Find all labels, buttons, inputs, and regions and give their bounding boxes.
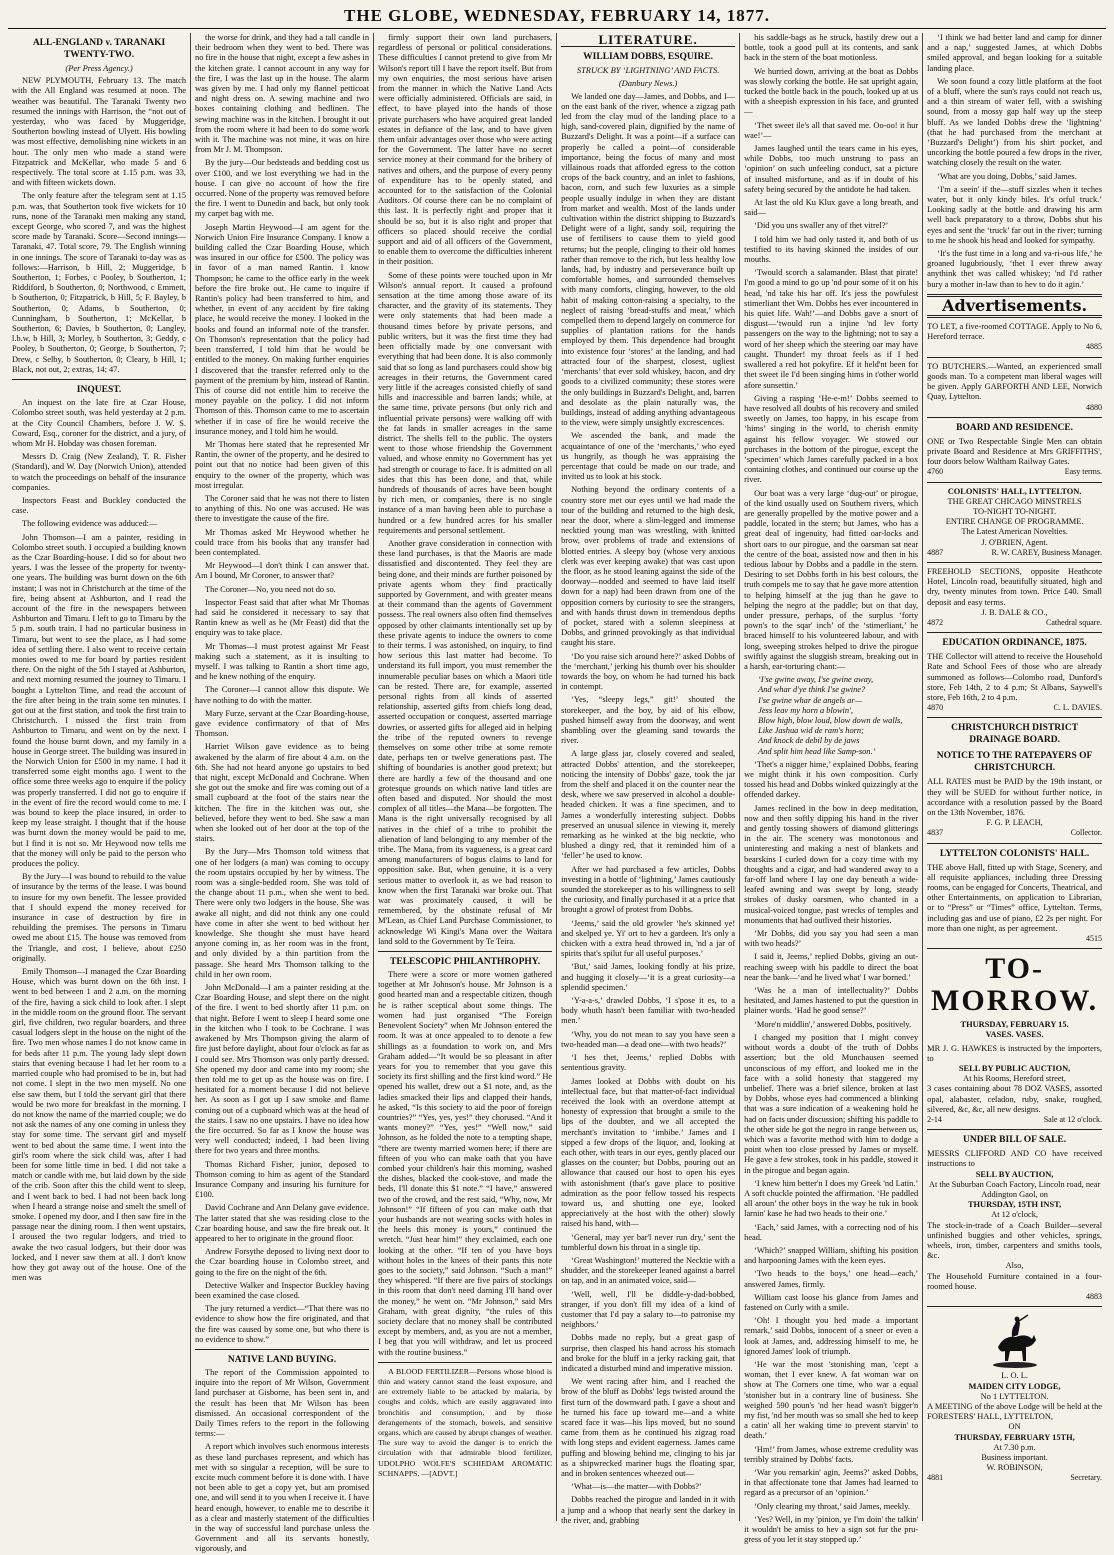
- divider: [927, 417, 1102, 418]
- inquest-paragraph: Thomas Richard Fisher, junior, deposed to Thomson coming to him as agent of the Standard Insurance Company and insuring his furniture for £100.: [195, 1159, 370, 1200]
- advert-line: ENTIRE CHANGE OF PROGRAMME.: [945, 517, 1084, 527]
- song-verse: ‘I'se gwine away, I'se gwine away, And whar d'ye think I'se gwine? I'se gwine whar de angels ar— Jess leav my horn a blowin', Blow high, blow loud, blow down de walls, Like Jashua wid de ram's horn; And knock de debil by de jaws And split him head like Samp-son.’: [758, 675, 903, 756]
- inquest-paragraph: By the jury—Our bedsteads and bedding cost us over £100, and we lost everything we had in the house. I can give no account of how the fire occurred. None of the property was removed before the fire. I went to Dunedin and back, but only took my carpet bag with me.: [195, 158, 370, 219]
- advert-line: THURSDAY, 15TH INST,: [967, 1200, 1062, 1210]
- education-heading: EDUCATION ORDINANCE, 1875.: [942, 638, 1087, 649]
- story-paragraph: ‘What are you doing, Dobbs,’ said James.: [937, 171, 1077, 181]
- advert-cottage: [927, 322, 1102, 353]
- inquest-paragraph: Joseph Martin Heywood—I am agent for the Norwich Union Fire Insurance Company. I know a building called the Czar Boarding House, which was insured in our office for £500. The policy was in favor of a man named Rantin. I know Thompson; he came to the office early in the week before the fire broke out. He came to inquire if Rantin's policy had been transferred to him, and whether, in event of any accident by fire taking place, he would receive the money. I looked in the books and found an informal note of the transfer. On Thomson's representation that the policy had been transferred, I told him that he would be entitled to the money. On making further enquiries I discovered that the transfer referred only to the payment of the premium by him, instead of Rantin. This of course did not entitle him to receive the money payable on the policy. I did not inform Thomson of this. Thomson came to me to ascertain whether if in case of fire he would receive the insurance money, and I told him he would.: [195, 222, 370, 436]
- story-paragraph: We soon found a cozy little platform at the foot of a bluff, where the sun's rays could not reach us, and a thin stream of water fell, with a swishing sound, from a mossy gap half way up the steep bluff. As we landed Dobbs drew the ‘lightning’ (that he had purchased from the merchant at ‘Buzzard's Delight’) from his shirt pocket, and uncorking the bottle poured a few drops in the river, watching closely the result on the water.: [927, 76, 1103, 168]
- story-paragraph: ‘He war the most 'stonishing man, 'cept a woman, thet I ever knew. A fat woman war on show at The Corners one time, who war a equal 'stonisher but in a contrary line of business. She weighed 590 poun's 'nd her head wasn't bigger'n my fist, 'nd her mouth was so small she hed to keep a catin' all her waking time to prevent starvin' to death.’: [744, 1359, 919, 1441]
- horse-rider-emblem-icon: [986, 1313, 1044, 1369]
- story-paragraph: Dobbs made no reply, but a great gasp of surprise, then clasped his hand across his stomach and broke for the bluff in a jerky racking gait, that indicated a disturbed mind and imperative mission.: [561, 1333, 736, 1373]
- inquest-paragraph: Detective Walker and Inspector Buckley having been examined the case closed.: [195, 1280, 370, 1300]
- inquest-paragraph: Mr Thomas—I must protest against Mr Feast making such a statement, as it is insulting to myself. I was talking to Rantin a short time ago, and he knew nothing of the enquiry.: [195, 641, 370, 682]
- inquest-paragraph: The following evidence was adduced:—: [22, 519, 158, 529]
- inquest-paragraph: John McDonald—I am a painter residing at the Czar Boarding House, and slept there on the night of the fire. I went to bed shortly after 11 p.m. on that night. Before I went to sleep I heard some one in the kitchen who I took to be Cochrane. I was awakened by Mrs Thompson giving the alarm of fire just before daylight, about four o'clock as far as I could see. Mrs Thomson was only partly dressed. She opened my door and came into my room; she then told me to get up as the house was on fire. I hesitated for a moment because I did not believe her. As soon as I got up I saw smoke and flame coming out of a cupboard which was at the head of the stairs. I saw no one upstairs. I have no idea how the fire occurred. So far as I know the house was very well conducted; indeed, I had been living there for two years and three months.: [195, 983, 370, 1156]
- divider: [195, 1349, 369, 1350]
- advert-text: THE Collector will attend to receive the Household Rate and School Fees of those who are already summoned as follows—Colombo road, Dunford's store, Feb 14th, 2 to 4 p.m; St Albans, Saywell's store, Feb 16th, 2 to 4 p.m.: [927, 652, 1103, 702]
- lodge-line: No 1 LYTTELTON.: [980, 1391, 1049, 1401]
- advert-number: 4837: [927, 828, 944, 838]
- advert-line: At 7.30 p.m.: [993, 1442, 1036, 1452]
- story-paragraph: James looked at Dobbs with doubt on his intellectual face, but that matter-of-fact individual received the look with an overdone attempt at honesty of expression that brought a smile to the lips of the doubter, and we all accepted the merchant's invitation to ‘imbibe.’ James and I sipped a few drops of the liquor, and, looking at each other, with tears in our eyes, gently placed our glasses on the counter; but Dobbs, pouring out an allowance that caused our host to open his eyes with astonishment (that's gave place to positive admiration as the poor fellow tossed his respects toward us, and shutting one eye, looked appreciatively at the host with the other) slowly raised his hand, with—: [561, 1076, 736, 1229]
- story-paragraph: We hurried down, arriving at the boat as Dobbs was slowly corking the bottle. He sat upright again, tucked the bottle back in the pouch, looked up at us with a sheepish expression in his face, and grunted—: [744, 66, 919, 117]
- advert-line: TO-NIGHT TO-NIGHT.: [973, 506, 1057, 516]
- divider: [927, 717, 1102, 718]
- story-paragraph: his saddle-bags as he struck, hastily drew out a bottle, took a good pull at its contents, and sank back in the stern of the boat motionless.: [744, 33, 919, 63]
- story-paragraph: ‘Was he a man of intellectuality?’ Dobbs hesitated, and James hastened to put the question in plainer words. ‘Had he good sense?’: [744, 986, 919, 1016]
- advert-text: MESSRS CLIFFORD AND CO have received instructions to: [927, 1149, 1103, 1169]
- native-land-paragraph: firmly support their own land purchasers, regardless of personal or political considerations. These difficulties I cannot pretend to give from Mr Wilson's report till I have the report itself. But from my own enquiries, the most serious have arisen from the manner in which the Native Land Acts were officially administered. Officials are said, in effect, to have played into the hands of those private purchasers who have acquired great landed estates in defiance of the law, and to have given them unfair advantages over those who were acting for the Government. The latter have no secret service money at their command for the bribery of natives and others, and the purpose of every penny of expenditure has to be openly stated, and accounted for to the satisfaction of the Colonial Auditors. Of course there can be no complaint of this last. It is perfectly right and proper that it should be so, but it is also right and proper that officers so placed should receive the cordial support and aid of all officers of the Government, to enable them to overcome the difficulties inherent in their position.: [378, 33, 553, 267]
- story-paragraph: James reclined in the bow in deep meditation, now and then softly dipping his hand in the river and gently tossing showers of diamond glitterings in the air. The scenery was monotonous and uninteresting and making a nest of blankets and bearskins I curled down for a cozy time with my thoughts and a cigar, and had wandered away to a far-off land where I lay one day beneath a wide-leafed awning and was swept by long, steady strokes of dusky oarsmen, who chanted in a musical-voiced tongue, past wrecks of temples and monuments that had outlived their histories.: [744, 803, 919, 925]
- drainage-heading: CHRISTCHURCH DISTRICT DRAINAGE BOARD.: [951, 723, 1079, 746]
- advert-line: THE GREAT CHICAGO MINSTRELS: [947, 496, 1082, 506]
- native-land-paragraph: Some of these points were touched upon in Mr Wilson's annual report. It caused a profound sensation at the time among those aware of its character, and the gravity of its statements. They were only statements that had been made a thousand times before by private persons, and public writers, but it was the first time they had been officially made by one conversant with everything that had been done. It is also commonly said that so long as land purchasers could show big acreages in their returns, the Government cared very little if the acreages consisted chiefly of sand hills and inaccessible and barren lands; while, at the same time, private persons (but only rich and influential private persons) were walking off with the fat lands in smaller acreages in the same district. The shells fell to the public. The oysters went to those whose friendship the Government valued, and whose enmity no Government has yet had strength or courage to face. It is admitted on all sides that this has been done, and that, while hundreds of thousands of acres have been bought by rich men, or companies, there is no single instance of a man having been able to purchase a hundred or a few hundred acres for his smaller requirements and personal settlement.: [378, 270, 553, 535]
- story-paragraph: Nothing beyond the ordinary contents of a country store met our eyes until we had made the tour of the building and returned to the high desk, near the door, where a slim-legged and immense necktied young man was wrestling, with knitted brow, over problems of trade and extensions of blotted entries. A sleepy boy (whose very anxious clerk was ever keeping awake) that was cast upon the floor, as he stood leaning against the side of the doorway—nodded and seemed to have laid itself down for a nap) had been drawn from one of the opposition corners by curiosity to see the strangers, and with hands thrust down in tremendous depths of pocket, stared with a solemn sleepiness at Dobbs, and grinned provokingly as that individual caught his stare.: [561, 485, 736, 648]
- divider: [927, 1129, 1102, 1130]
- advertisements-heading: Advertisements.: [942, 295, 1088, 315]
- inquest-paragraph: David Cochrane and Ann Delany gave evidence. The latter stated that she was residing close to the Czar boarding house, and saw the fire break out. It appeared to her to originate in the ground floor.: [195, 1203, 370, 1243]
- advert-education: [927, 652, 1102, 713]
- lodge-line: L. O. L.: [1001, 1371, 1028, 1381]
- divider: [378, 1362, 552, 1363]
- native-land-paragraph: The report of the Commission appointed to inquire into the report of Mr Wilson, Government land purchaser at Gisborne, has been sent in, and the result has been that Mr Wilson has been dismissed. An occasional correspondent of the Daily Times refers to the report in the following terms:—: [195, 1367, 370, 1439]
- advert-hall: [927, 863, 1102, 945]
- cricket-source: (Per Press Agency.): [65, 63, 133, 73]
- story-paragraph: ‘I knew him better'n I does my Greek 'nd Latin.’ A soft chuckle pointed the affirmation. ‘He paddled all aroun’ the other boys in the way he tuk in book larnin' kase he had two heads to their one.’: [744, 1178, 919, 1219]
- divider: [927, 357, 1102, 358]
- divider: [927, 482, 1102, 483]
- story-paragraph: ‘I think we had better land and camp for dinner and a nap,’ suggested James, at which Dobbs smiled approval, and began looking for a suitable landing place.: [927, 33, 1103, 73]
- advert-number: 4515: [1086, 934, 1103, 944]
- story-paragraph: ‘War you remarkin' agin, Jeems?’ asked Dobbs, in that affectionate tone that James had learned to regard as a precursor of an ‘opinion.’: [744, 1468, 919, 1498]
- cricket-paragraph: NEW PLYMOUTH, February 13. The match with the All England was resumed at noon. The weather was beautiful. The Taranaki Twenty two resumed the innings with Harrison, the “not out of yesterday, who was faced by Muggeridge, Southerton bowling instead of Ulyett. His bowling was most effective, demolishing nine wickets in an hour. The only men who made a stand were Fitzpatrick and McKellar, who made 5 and 6 respectively. The total score at 1.15 p.m. was 33, and with fifteen wickets down.: [12, 76, 187, 188]
- story-paragraph: ‘Thet sweet ile's all that saved me. Oo-oo! it hur wae!’—: [744, 120, 919, 140]
- advert-line: Also,: [1005, 1261, 1024, 1271]
- advert-text: ALL RATES must be PAID by the 19th instant, or they will be SUED for without further notice, in accordance with a resolution passed by the Board on the 13th November, 1876.: [927, 777, 1103, 817]
- advert-line: ON: [1008, 1422, 1021, 1432]
- advert-line: The Household Furniture contained in a four-roomed house.: [927, 1271, 1103, 1291]
- story-paragraph: ‘Which?’ snapped William, shifting his position and harpooning James with the keen eyes.: [744, 1245, 919, 1266]
- inquest-paragraph: Mr Heywood—I don't think I can answer that. Am I bound, Mr Coroner, to answer that?: [195, 561, 370, 581]
- story-paragraph: William cast loose his glance from James and fastened on Curly with a smile.: [744, 1292, 919, 1312]
- native-land-headline: NATIVE LAND BUYING.: [227, 1354, 337, 1365]
- advert-line: THURSDAY, FEBRUARY 15TH,: [954, 1432, 1075, 1442]
- story-paragraph: ‘I hes thet, Jeems,’ replied Dobbs with sententious gravity.: [561, 1053, 736, 1073]
- bill-of-sale-heading: UNDER BILL OF SALE.: [963, 1135, 1067, 1146]
- divider: [927, 1306, 1102, 1307]
- story-paragraph: I told him we had only tasted it, and both of us testified to its having skinned the insides of our mouths.: [744, 234, 919, 265]
- story-paragraph: After we had purchased a few articles, Dobbs investing in a bottle of ‘lightning,’ James cautiously sounded the storekeeper as to his willingness to sell the curiosity, and finally purchased it at a price that brought a growl of protest from Dobbs.: [561, 864, 736, 915]
- column-5: [740, 33, 923, 1545]
- inquest-paragraph: Mr Thomas here stated that he represented Mr Rantin, the owner of the property, and he desired to point out that no notice had been given of this enquiry to the owner of the property, which was most irregular.: [195, 439, 370, 490]
- hall-heading: LYTTELTON COLONISTS' HALL.: [939, 848, 1090, 859]
- advert-signature: W. ROBINSON,: [986, 1463, 1043, 1473]
- advert-manager: R. W. CAREY, Business Manager.: [991, 547, 1103, 557]
- story-paragraph: ‘Thet's a nigger hime,’ explained Dobbs, fearing we might think it his own composition. Curly tossed his head and Dobbs winked quizzingly at the offended darkey.: [744, 759, 919, 800]
- advert-number: 4880: [1086, 402, 1103, 412]
- divider: [927, 562, 1102, 563]
- story-paragraph: ‘Why, you do not mean to say you have seen a two-headed man—a dead one—with two heads?’: [561, 1029, 736, 1049]
- story-paragraph: We landed one day—James, and Dobbs, and I—on the east bank of the river, whence a zigzag path led from the clay mud of the landing place to a high, sand-covered plain, dignified by the name of Buzzard's Delight. It was a point—if a surface can properly be called a point—of considerable importance, being the focus of many and most villainous roads that afforded egress to the cotton crops of the back country, and an inlet to fashions, bacon, corn, and such few luxuries as a simple people usually indulge in when they are distant from market and wealth. Most of the lands under cultivation within the district shipping to Buzzard's Delight were of a light, sandy soil, requiring the use of fertilisers to cause them to yield good returns; but the people, clinging to their old homes rather than remove to the rich, but less healthy low lands, had, by industry and perseverance built up comfortable homes, and surrounded themselves with many comforts, clinging, however, to the old habit of making cotton-raising a specialty, to the neglect of raising ‘bread-stuffs and meat,’ which compelled them to depend largely on commerce for supplies of plantation rations for the hands employed by them. This dependence had brought into existence four ‘stores’ at the landing, and had attracted four of the sharpest, closest, ugliest ‘merchants’ that ever sold whiskey, bacon, and dry goods to a civilized community; these stores were the only buildings in Buzzard's Delight, and, barren and desolate as the plain naturally was, the buildings, instead of adding anything advantageous to the view, were simply unsightly excrescences.: [561, 91, 736, 428]
- advert-line: At the Suburban Coach Factory, Lincoln road, near Addington Gaol, on: [928, 1179, 1101, 1200]
- advert-signature: F. G. P. LEACH,: [986, 818, 1043, 828]
- advert-text: TO LET, a five-roomed COTTAGE. Apply to No 6, Hereford terrace.: [927, 322, 1103, 342]
- philanthropy-paragraph: There were a score or more women gathered together at Mr Johnson's house. Mr Johnson is a good hearted man and a respectable citizen, though he is rather sceptical about some things. The women had just organised “The Foreign Benevolent Society” when Mr Johnson entered the room. It was at once appealed to to denote a few shillings as a foundation to work on, and Mrs Graham added—“It would be so pleasant in after years for you to remember that you gave this society its first shilling and the first kind word.” He opened his wallet, drew out a $1 note, and, as the ladies smacked their lips and clapped their hands, he asked, “Is this society to aid the poor of foreign countries?” “Yes, yes, yes!” they chorused. “And it wants money?” “Yes, yes!” “Well now,” said Johnson, as he folded the note to a tempting shape, “there are twenty married women here; if there are fifteen of you who can make oath that you have combed your children's hair this morning, washed the dishes, blacked the cook-stove, and made the beds, I'll donate this $1 note.” “I have,” answered two of the crowd, and the rest said, “Why, now, Mr Johnson!” “If fifteen of you can make oath that your husbands are not wearing socks with holes in the heels this money is yours,” continued the wretch. “Just hear him!” they exclaimed, each one looking at the other. “If ten of you have boys without holes in the knees of their pants this note goes to the society,” said Johnson. “Such a man!” they whispered. “If there are five pairs of stockings in this room that don't need darning I'll hand over the money,” he went on. “Mr Johnson,” said Mrs Graham, with great dignity, “the rules of this society declare that no money shall be contributed except by members, and, as you are not a member, I beg that you will withdraw, and let us proceed with the routine business.”: [378, 970, 553, 1357]
- story-paragraph: ‘Did you uns swaller any of thet vitrel?’: [754, 221, 889, 231]
- story-paragraph: I said it, Jeems,’ replied Dobbs, giving an out-reaching sweep with his paddle to direct the boat near the bank—‘and he lived what' I war borned.’: [744, 952, 919, 982]
- story-paragraph: Giving a rasping ‘He-e-m!’ Dobbs seemed to have resolved all doubts of his recovery and smiled sweetly on James, too happy, in his escape from ‘hims’ singing in the world, to cherish enmity against his fellow voyager. We stowed our purchases in the bottom of the pirogue, except the ‘specimen’ which James carefully packed in a box containing clothes, and continued our course up the river.: [744, 393, 919, 485]
- advert-number: 4872: [927, 617, 944, 627]
- inquest-paragraph: John Thomson—I am a painter, residing in Colombo street south. I occupied a building known as the Czar Boarding-house. I did so for about two years. I was the lessee of the property for twenty-one years. The building was burnt down on the 6th instant; I was not in Christchurch at the time of the fire, being absent at Ashburton, and I read the account of the fire in the newspapers between Ashburton and Timaru. I left to go to Timaru by the 5 p.m. south train. I had no particular business in Timaru, but went to see the place, as I had some idea of settling there. I also went to receive certain monies owed to me for board by parties resident there. On the night of the 5th I stayed at Ashburton, and next morning resumed the journey to Timaru. I bought a Lyttelton Time, and read the account of the fire after being in the train some ten minutes. I got out at the first station, and took the first train to Christchurch. I missed the first train from Ashburton to Timaru, and went on by the next. I found the house burnt down, and my family in a house in George street. The building was insured in the Norwich Union for £500 in my name. I had it transferred some eight months ago. I went to the office some three weeks ago to enquire if the policy was properly transferred. I did not go to enquire if in the event of fire the record would come to me. I was bound to keep the place insured, in order to keep my lease straight. I thought that if the house was burnt down the money would be paid to me, but I find it is not so. Mr Heywood now tells me that the money will only be paid to the person who produces the policy.: [12, 532, 187, 869]
- column-1: [8, 33, 191, 1521]
- inquest-paragraph: Messrs D. Craig (New Zealand), T. R. Fisher (Standard), and W. Day (Norwich Union), attended to watch the proceedings on behalf of the insurance companies.: [12, 452, 187, 492]
- story-paragraph: ‘I'm a seein' if the—stuff sizzles when it teches water, but it only kindy biles. It's orful truck.’ Looking sadly at the bottle and drawing his arm well back preparatory to a throw, Dobbs shut his eyes and sent the ‘truck’ far out in the river; turning to me he shook his head and looked for sympathy.: [927, 184, 1103, 245]
- advert-terms: Easy terms.: [1064, 467, 1103, 477]
- story-byline: STRUCK BY ‘LIGHTNING’ AND FACTS.: [576, 65, 720, 76]
- advert-bill-of-sale: [927, 1149, 1102, 1302]
- advert-drainage: [927, 777, 1102, 838]
- story-source: (Danbury News.): [618, 78, 678, 89]
- advert-number: 4881: [927, 1473, 944, 1483]
- advert-role: Secretary.: [1070, 1473, 1103, 1483]
- board-heading: BOARD AND RESIDENCE.: [956, 422, 1074, 433]
- story-paragraph: ‘It's the fust time in a long and va-ri-ous life,’ he groaned lugubriously, ‘thet I ever threw away anythink thet was called whiskey; 'nd I'd rather bury a mother in-law than to hev to do it agin.’: [927, 249, 1103, 289]
- advert-line: SELL BY AUCTION,: [975, 1169, 1054, 1179]
- inquest-paragraph: The Coroner said that he was not there to listen to anything of this. No one was accused. He was there to investigate the cause of the fire.: [195, 493, 370, 524]
- story-paragraph: James laughed until the tears came in his eyes, while Dobbs, too much unstrung to pass an ‘opinion’ on such unfeeling conduct, sat a picture of insulted misfortune, and as if in doubt of his safety being secured by the antidote he had taken.: [744, 144, 919, 194]
- advert-text: FREEHOLD SECTIONS, opposite Heathcote Hotel, Lincoln road, beautifully situated, high and dry, twenty minutes from town. Price £40. Small deposit and easy terms.: [927, 566, 1103, 607]
- story-paragraph: ‘Two heads to the boys,’ one head—each,’ answered James, firmly.: [744, 1269, 919, 1289]
- story-paragraph: ‘Yes, “sleepy legs,” git!’ shouted the storekeeper, and the boy, by aid of his elbow, pushed himself away from the doorway, and went shambling over the gleaming sand towards the river.: [561, 695, 736, 746]
- story-paragraph: We ascended the bank, and made the acquaintance of one of the ‘merchants,’ who eyed us hungrily, as though he was appraising the percentage that could be made on our trade, and invited us to look at his stock.: [561, 431, 736, 482]
- lodge-line: MAIDEN CITY LODGE,: [968, 1381, 1061, 1391]
- advert-line: The Latest American Novelties.: [961, 527, 1068, 537]
- inquest-paragraph: The jury returned a verdict—“That there was no evidence to show how the fire originated, and that the fire was caused by some one, but who there is no evidence to show.”: [195, 1304, 370, 1344]
- inquest-paragraph: The Coroner—I cannot allow this dispute. We have nothing to do with the matter.: [195, 685, 370, 705]
- advert-role: Collector.: [1070, 828, 1103, 838]
- advert-signature: C. L. DAVIES.: [1053, 703, 1103, 713]
- advert-signature: J. B. DALE & CO.,: [981, 607, 1048, 617]
- inquest-paragraph: Harriet Wilson gave evidence as to being awakened by the alarm of fire about 4 a.m. on the 6th. She had not heard anyone go upstairs to bed that night, except McDonald and Cochrane. When she got out the smoke and fire was coming out of a small cupboard at the foot of the stairs near the kitchen. The fire in the kitchen was out, she believed, before they went to bed. She saw a man when she looked out of her door at the top of the stairs.: [195, 742, 370, 844]
- advert-butchers: [927, 362, 1102, 413]
- divider: [927, 315, 1102, 318]
- columns: [8, 32, 1106, 1554]
- inquest-paragraph: Emily Thomson—I managed the Czar Boarding House, which was burnt down on the 6th inst. I went to bed between 1 and 2 a.m. on the morning of the fire, having a sick child to look after. I slept in the middle room on the ground floor. The servant girl, five children, two regular boarders, and three casual lodgers slept in the house on the night of the fire. Two men whose names I do not know came in for beds after 11 p.m. The young lady slept down stairs that evening because I had let her room to a married couple who had promised to be in, but had not come. I slept in the two men myself. No one else saw them, but I told the servant girl that there would be two more for breakfast in the morning. I do not know the name of the married couple; we do not ask the names of any one coming in unless they stay for some time. The servant girl and myself went to bed about the same time. I went into the girl's room where the sick child was, after I had been for some little time in bed. I did not take a match or candle with me, but laid down by the side of the crib. Soon after this the child went to sleep, and I went back to bed. I had not been back long when I heard a strange noise and smelt the smell of smoke. I opened my door, and I then saw fire in the passage near the dining room. I then went upstairs, I aroused the two regular lodgers, and tried to awake the two casual lodgers, but their door was locked, and I never saw them at all. I don't know how they got away out of the house. One of the men was: [12, 967, 187, 1283]
- advert-text: ONE or Two Respectable Single Men can obtain private Board and Residence at Mrs GRIFFITHS', four doors below Waltham Railway Gates.: [927, 436, 1103, 467]
- column-2: [191, 33, 374, 1554]
- inquest-paragraph: By the Jury—Mrs Thomson told witness that one of her lodgers (a man) was coming to occupy the room upstairs occupied by her by witness. The room was a single-bedded room. She was told of the change about 11 p.m., when she went to bed. There were only two lodgers in the house. She was awake all night, and did not think any one could have come in after she went to bed without her knowledge. She thought she must have heard anyone coming in, as her room was in the front, and only divided by a thin partition from the passage. She heard Mrs Thomson talking to the child in her own room.: [195, 847, 370, 979]
- story-paragraph: Dobbs reached the pirogue and landed in it with a jump and a whoop that nearly sent the darkey in the river, and, grabbing: [561, 1495, 736, 1525]
- native-land-paragraph: A report which involves such enormous interests as these land purchases represent, and which has met with so singular a reception, will be sure to excite much comment before it is done with. I have not been able to get a copy yet, but am promised one, and will send it to you when I receive it. I have heard enough, however, to enable me to describe it as a clear and masterly statement of the difficulties in the way of successful land purchase unless the Government and all its servants honestly, vigorously, and: [195, 1442, 370, 1554]
- native-land-paragraph: Another grave consideration in connection with these land purchases, is that the Maoris are made dissatisfied and discontented. They feel they are being done, and their minds are further poisoned by private agents whom they find practically supported by Government, and with greater means at their command than the agents of Government possess. The real owners also often find themselves opposed by other claimants intentionally set up by these private agents to induce the owners to come to their terms. I was astonished, on inquiry, to find how serious this last matter had become. To understand its full import, you must remember the innumerable peculiar bases on which a Maori title can be rested. There are, for example, asserted personal rights from all kinds of asserted relationship, asserted gifts from chiefs long dead, asserted occupation or conquest, asserted marriage dowries, or asserted gifts for alleged aid in helping the tribe of the reputed owners to revenge themselves on some other tribe at some remote date, perhaps ten or twelve generations past. The shifting of boundaries is another good pretext; but there are hardly a few of the thousand and one grotesque grounds on which native land titles are often based and disputed. Nor should the most complex of all titles—the Mana—be forgotten. The Mana is the right universally recognised by all natives in the chief of a tribe to prohibit the alienation of land belonging to any member of the tribe. The Mana, from its vagueness, is a great card among manufacturers of bogus claims to land for opposition sake. But, when genuine, it is a very serious matter to overlook it, as we had reason to know when the first Taranaki war broke out. That war was proximately caused, it will be remembered, by the obstinate refusal of Mr M'Lean, as Chief Land Purchase Commissioner, to acknowledge Wi Kingi's Mana over the Waitara land sold to the Government by Te Teira.: [378, 538, 553, 946]
- advert-colonists-hall: [927, 487, 1102, 558]
- literature-headline: LITERATURE.: [561, 35, 735, 47]
- inquest-headline: INQUEST.: [76, 385, 122, 396]
- advert-number: 4870: [927, 703, 944, 713]
- story-title: WILLIAM DOBBS, ESQUIRE.: [583, 52, 714, 63]
- story-paragraph: A large glass jar, closely covered and sealed, attracted Dobbs' attention, and the storekeeper, noticing the intensity of Dobbs' gaze, took the jar from the shelf and placed it on the counter near the desk, where we saw preserved in alcohol a double-headed chicken. It was a fine specimen, and to James a wonderfully interesting subject. Dobbs preserved an unusual silence in viewing it, merely remarking as he winked at the big necktie, who blushed a dingy red, that it reminded him of a ‘feller’ he used to know.: [561, 749, 736, 861]
- divider: [12, 379, 186, 380]
- inquest-paragraph: Inspectors Feast and Buckley conducted the case.: [12, 495, 187, 516]
- column-4: [557, 32, 740, 1525]
- advert-lodge: [927, 1313, 1102, 1483]
- column-3: [374, 33, 557, 1521]
- story-paragraph: ‘Mr Dobbs, did you say you had seen a man with two heads?’: [744, 929, 919, 949]
- inquest-paragraph: Mary Furze, servant at the Czar Boarding-house, gave evidence confirmatory of that of Mrs Thomson.: [195, 708, 370, 739]
- advert-line: SELL BY PUBLIC AUCTION,: [958, 1064, 1071, 1074]
- advert-agent: J. O'BRIEN, Agent.: [981, 537, 1048, 547]
- inquest-paragraph: The Coroner—No, you need not do so.: [205, 584, 336, 594]
- drainage-subheading: NOTICE TO THE RATEPAYERS OF CHRISTCHURCH.: [936, 751, 1093, 774]
- column-6: [923, 33, 1106, 1521]
- advert-text: A MEETING of the above Lodge will be held at the FORESTERS' HALL, LYTTELTON,: [927, 1401, 1103, 1422]
- advert-line: At 12 o'clock,: [991, 1210, 1039, 1220]
- advert-line: At his Rooms, Hereford street,: [963, 1074, 1066, 1084]
- story-paragraph: I changed my position that I might convey without words a doubt of the truth of Dobbs assertion; but the old Munchausen seemed unconscious of my effort, and looked me in the face with a solid honesty that staggered my unbelief. There was a brief silence, broken at last by Dobbs, whose eyes had commenced a blinking that was a sure indication of a weakening hold he had on facts under discussion; shifting his paddle to the other side he got the negro in range between us, which was a favorite method with him to dodge a point when too close pressed by James or myself. He gave a few strokes, took in his paddle, stowed it in the pirogue and began again.: [744, 1032, 919, 1175]
- advert-number: 4760: [927, 467, 944, 477]
- inquest-paragraph: Andrew Forsythe deposed to living next door to the Czar boarding house in Colombo street, and going to the fire on the night of the 6th.: [195, 1247, 370, 1277]
- advert-line: 3 cases containing about 78 DOZ VASES, assorted opal, alabaster, celadon, ruby, snake, roughed, silvered, &c, &c, all new designs.: [927, 1084, 1103, 1114]
- story-paragraph: ‘Jeems,’ said the old growler ‘he's skinned ye! and skelped ye. Yi' ort to hev a gardeen. It's only a chicken with a extra head throwed in, 'nd a jar of spirits that's spilut fur all useful purposes.’: [561, 918, 736, 959]
- tomorrow-date: THURSDAY, FEBRUARY 15.: [960, 1020, 1069, 1030]
- story-paragraph: ‘What—is—the matter—with Dobbs?’: [571, 1482, 702, 1492]
- story-paragraph: ‘Only clearing my throat,’ said James, meekly.: [754, 1501, 910, 1511]
- advert-heading: COLONISTS' HALL, LYTTELTON.: [947, 486, 1082, 496]
- advert-board: [927, 437, 1102, 478]
- story-paragraph: ‘Do you raise sich around here?’ asked Dobbs of the ‘merchant,’ jerking his thumb over his shoulder towards the boy, on whom he had turned his back in contempt.: [561, 651, 736, 692]
- blood-fertilizer-advert: A BLOOD FERTILIZER—Persons whose blood is thin and watery cannot stand the least exposure, and are extremely liable to be attacked by malaria, by coughs and colds, which are easily aggravated into bronchitis and consumption, and by those derangements of the stomach, bowels, and sensitive organs, which are caused by abrupt changes of weather. The sure way to avoid the danger is to enrich the circulation with that admirable blood fertilizer, UDOLPHO WOLFE'S SCHIEDAM AROMATIC SCHNAPPS. —[ADVT.]: [378, 1366, 553, 1478]
- philanthropy-headline: TELESCOPIC PHILANTHROPHY.: [390, 957, 541, 968]
- story-paragraph: ‘Y-a-a-s,’ drawled Dobbs, ‘I s'pose it es, to a body whuth hasn't been familiar with two-headed men.’: [561, 996, 736, 1026]
- advert-text: TO BUTCHERS.—Wanted, an experienced small goods man. To a competent man liberal wages will be given. Apply GARFORTH AND LEE, Norwich Quay, Lyttelton.: [927, 361, 1103, 402]
- divider: [927, 948, 1102, 949]
- divider: [378, 951, 552, 952]
- story-paragraph: ‘General, may yer bar'l never run dry,’ sent the tumblerful down his throat in a single tip.: [561, 1232, 736, 1252]
- cricket-headline: ALL-ENGLAND v. TARANAKI TWENTY-TWO.: [32, 38, 166, 60]
- advert-sale-time: Sale at 12 o'clock.: [1043, 1115, 1103, 1125]
- story-paragraph: We went racing after him, and I reached the brow of the bluff as Dobbs' legs twisted around the first turn of the downward path. I gave a shout and he turned his face up toward me—and a white scared face it was—his lips moved, but no sound came from them as he continued his zigzag road with long steps and evident eagerness. James came puffing and blowing behind me, clinging to his jar as a shipwrecked mariner hugs the floating spar, and in broken sentences wheezed out—: [561, 1377, 736, 1479]
- masthead: THE GLOBE, WEDNESDAY, FEBRUARY 14, 1877.: [8, 4, 1106, 29]
- advert-line: The stock-in-trade of a Coach Builder—several unfinished buggies and other vehicles, springs, wheels, iron, timber, carpenters and smiths tools, &c.: [927, 1220, 1103, 1261]
- vases-heading: VASES. VASES.: [985, 1030, 1044, 1040]
- advert-number: 4887: [927, 547, 944, 557]
- story-paragraph: ‘Well, well, I'll be diddle-y-dad-bobbed, stranger, if you don't fill my idea of a kind of customer that I'd pay a salary to—to patronise my neighbors.’: [561, 1289, 736, 1330]
- story-paragraph: ‘Yes? Well, in my 'pinion, ye I'm doin' the talkin' it wouldn't be amiss to hev a sign sot fur the pru-gress of you let it stay stopped up.’: [744, 1514, 919, 1545]
- inquest-paragraph: Mr Thomas asked Mr Heywood whether he could trace from his books that any transfer had been contemplated.: [195, 527, 370, 557]
- story-paragraph: ‘Hm!’ from James, whose extreme credulity was terribly strained by Dobbs' facts.: [744, 1444, 919, 1464]
- advert-number: 4885: [1086, 342, 1103, 352]
- inquest-paragraph: By the Jury—I was bound to rebuild to the value of insurance by the terms of the lease. I was bound to insure for my own benefit. The lessee provided that I should expend the money received for insurance in case of destruction by fire in rebuilding the premises. The persons in Timaru owed me about £15. The house was removed from the Triangle, and cost, I believe, about £250 originally.: [12, 872, 187, 963]
- story-paragraph: ‘Twould scorch a salamander. Blast that pirate! I'm good a mind to go up 'nd pour some of it on his head, 'nd take his har off. It's jess the powfulest stimerliant thet Wm. Dobbs hes ever incountered in his quiet life. Wah!’—and Dobbs gave a snort of disgust—‘twould run a injine 'nd lev forty passengers on the way to the lightning; not to say a word of her sheep which the steering oar may have caught. Thunder! my throat feels as if I hed swallered a red hot pokyfire. Ef it held'nt been for thet sweet ile I'd been singing hims in t'other world afore sunsettin.’: [744, 268, 919, 390]
- story-paragraph: ‘More'n middlin',’ answered Dobbs, positively.: [754, 1019, 912, 1029]
- story-paragraph: At last the old Ku Klux gave a long breath, and said—: [744, 198, 919, 218]
- cricket-paragraph: The only feature after the telegram sent at 1.15 p.m. was, that Southerton took five wickets for 10 runs, none of the Taranaki men making any stand, except George, who scored 7, and was the highest score made by Taranaki. Score—Second innings—Taranaki, 47. Total score, 79. The English winning in one innings. The score of Taranaki to-day was as follows:—Harrison, b Hill, 2; Muggeridge, b Southerton, 1; Forbes, c Pooley, b Southerton, 1; Riddiford, b Southerton, 0; Northwood, c Emmett, b Southerton, 0; Fitzpatrick, b Hill, 5; F. Bayley, b Southerton, 0; Adams, b Southerton, 0; Cunningham, b Southerton, 1; McKellar, b Southerton, 6; Davies, b Southerton, 0; Langley, l.b.w, b Hill, 3; Morley, b Southerton, 3; Geddy, c Pooley, b Southerton, 0; George, b Southerton, 7; Drew, c Selby, b Southerton, 0; Cleary, b Hill, 1; Black, not out, 2; extras, 14; 47.: [12, 191, 187, 374]
- story-paragraph: ‘Each,’ said James, with a correcting nod of his head.: [744, 1222, 919, 1242]
- inquest-paragraph: An inquest on the late fire at Czar House, Colombo street south, was held yesterday at 2 p.m. at the City Council Chambers, before J. W. S. Coward, Esq., coroner for the district, and a jury, of whom Mr H. Hobday was chosen foreman.: [12, 398, 187, 448]
- inquest-paragraph: Inspector Feast said that after what Mr Thomas had said he considered it necessary to say that Rantin knew as well as he (Mr Feast) did that the enquiry was to take place.: [195, 597, 370, 638]
- tomorrow-heading: TO-MORROW.: [931, 952, 1099, 1018]
- story-paragraph: Our boat was a very large ‘dug-out’ or pirogue, of the kind usually used on Southern rivers, which are generally propelled by the motive power and a paddle, located in the stern; but James, who has a great deal of ingenuity, had fitted oar-locks and short oars to our pirogue, and the oarsman sat near the centre of the boat, assisted now and then in his tedious labour by Dobbs and a paddle in the stern. Desiring to set Dobbs forth in his best colours, the truth compels me to say that he gave more attention to helping himself at the jug than he gave to helping the negro at the paddle; but on that day, under pressure, perhaps, of the surplus ‘forty pown's to the sqar' inch’ of the ‘stimerliant,’ he braced himself to his volunteered labour, and with long, sweeping strokes helped to drive the pirogue swiftly against the sluggish stream, breaking out in a harsh, ear-torturing chant:—: [744, 488, 919, 671]
- story-paragraph: ‘Great Washington!’ muttered the Necktie with a shudder, and the storekeeper leaned against a barrel on tap, and in an animated voice, said—: [561, 1255, 736, 1286]
- divider: [927, 843, 1102, 844]
- advert-text: THE above Hall, fitted up with Stage, Scenery, and all requisite appliances, including three Dressing rooms, can be engaged for Concerts, Theatrical, and other Entertainments, on application to Librarian, or to “Press” or “Times” office, Lyttelton. Terms, including gas and use of piano, £2 2s per night. For more than one night, as per agreement.: [927, 862, 1103, 933]
- advert-freehold: [927, 567, 1102, 628]
- advert-vases: [927, 1044, 1102, 1126]
- advert-text: MR J. G. HAWKES is instructed by the importers, to: [927, 1043, 1103, 1063]
- advert-line: Business important.: [981, 1452, 1048, 1462]
- story-paragraph: ‘But,’ said James, looking fondly at his prize, and hugging it closely—‘it is a great curiosity—a splendid specimen.’: [561, 962, 736, 992]
- advert-number: 4883: [1086, 1292, 1103, 1302]
- advert-address: Cathedral square.: [1046, 617, 1103, 627]
- story-paragraph: ‘Oh! I thought you hed made a important remark,’ said Dobbs, innocent of a sneer or even a look at James, and, addressing himself to me, he ignored James' look of triumph.: [744, 1316, 919, 1356]
- divider: [927, 632, 1102, 633]
- advert-number: 2-14: [927, 1115, 942, 1125]
- inquest-paragraph: the worse for drink, and they had a tall candle in their bedroom when they went to bed. There was no fire in the house that night, except a few ashes in the kitchen grate. I cannot account in any way for the fire, I was the last up in the house. The alarm was given by me. I had only my flannel petticoat and night dress on. A sewing machine and two boxes containing clothing and bedlinen. The sewing machine was in the kitchen. I brought it out from the room where it had been to do some work with it. The machine was not mine, it was on hire from Mr J. M. Thompson.: [195, 33, 370, 155]
